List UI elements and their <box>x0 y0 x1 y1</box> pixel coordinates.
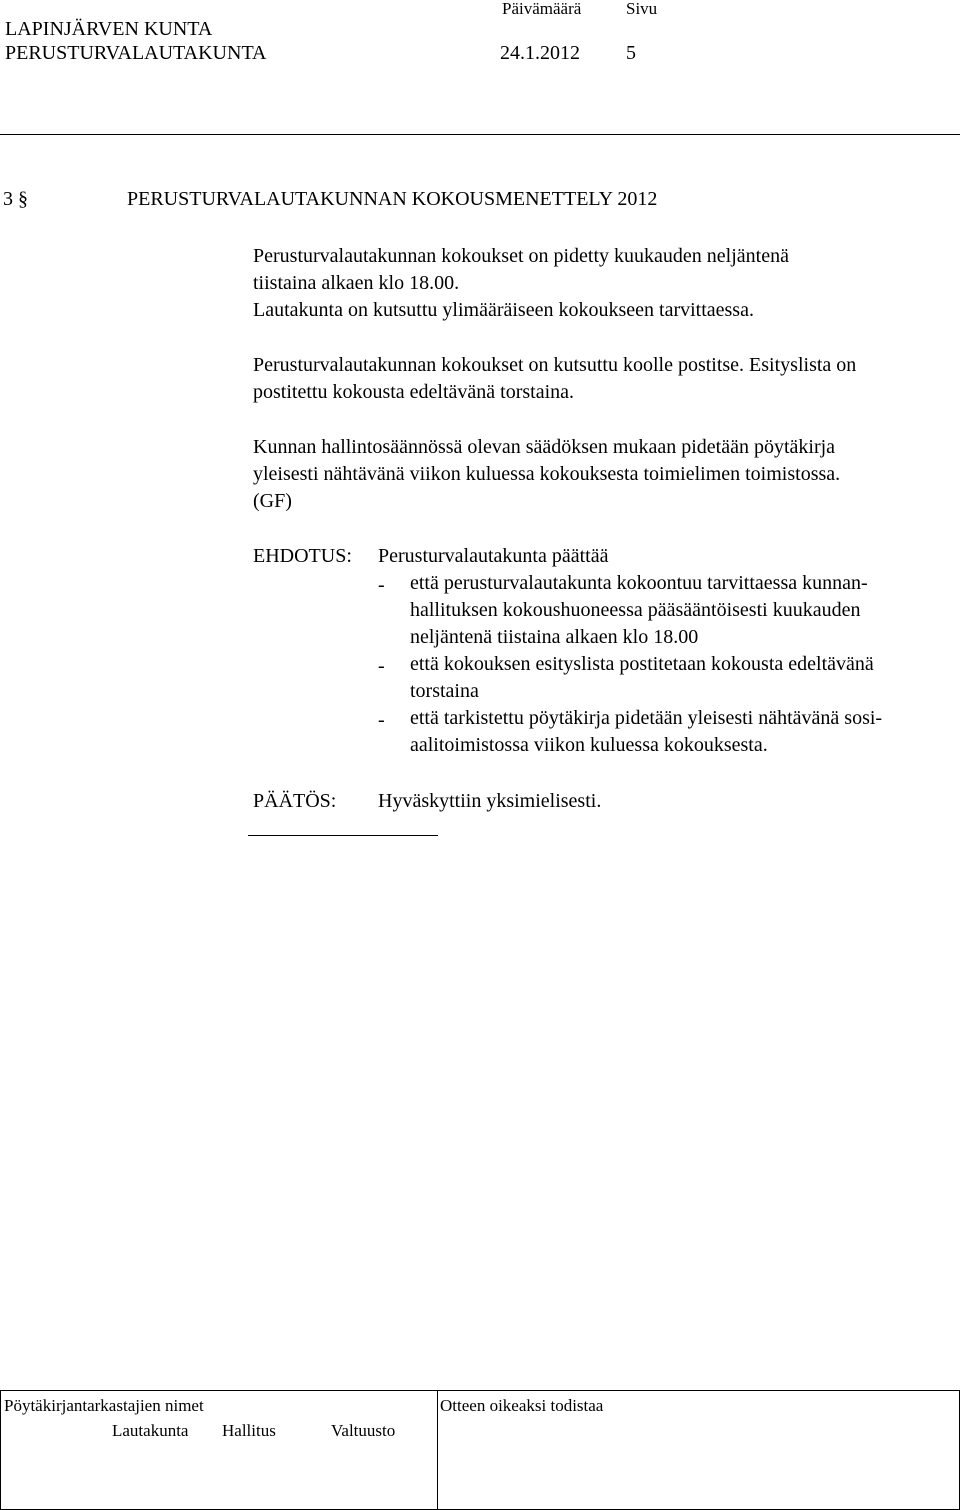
paragraph-line: (GF) <box>253 490 292 512</box>
proposal-item-line: että perusturvalautakunta kokoontuu tarvittaessa kunnan- <box>410 572 868 594</box>
page-number: 5 <box>626 42 636 64</box>
paragraph-minutes <box>253 434 953 515</box>
section-title: PERUSTURVALAUTAKUNNAN KOKOUSMENETTELY 2012 <box>127 188 658 210</box>
footer-column-divider <box>437 1390 438 1510</box>
proposal-item <box>410 570 868 651</box>
reviewers-label: Pöytäkirjantarkastajien nimet <box>4 1396 204 1415</box>
signature-lautakunta: Lautakunta <box>112 1421 189 1440</box>
proposal-label: EHDOTUS: <box>253 545 352 567</box>
organization-name: LAPINJÄRVEN KUNTA <box>5 18 213 40</box>
board-name: PERUSTURVALAUTAKUNTA <box>5 42 267 64</box>
section-symbol: § <box>18 188 28 210</box>
proposal-item <box>410 705 882 759</box>
header-divider <box>0 134 960 135</box>
proposal-item <box>410 651 874 705</box>
signature-valtuusto: Valtuusto <box>331 1421 396 1440</box>
paragraph-line: yleisesti nähtävänä viikon kuluessa kokouksesta toimielimen toimistossa. <box>253 463 841 485</box>
proposal-item-line: torstaina <box>410 680 479 702</box>
paragraph-meetings <box>253 243 953 324</box>
paragraph-invitation <box>253 352 953 406</box>
list-dash: - <box>378 709 385 731</box>
meeting-date: 24.1.2012 <box>500 42 580 64</box>
certified-label: Otteen oikeaksi todistaa <box>440 1396 604 1415</box>
section-number: 3 <box>3 188 13 210</box>
proposal-item-line: aalitoimistossa viikon kuluessa kokouksesta. <box>410 734 768 756</box>
decision-text: Hyväskyttiin yksimielisesti. <box>378 790 602 812</box>
proposal-intro: Perusturvalautakunta päättää <box>378 545 609 567</box>
decision-underline <box>248 835 438 836</box>
proposal-item-line: neljäntenä tiistaina alkaen klo 18.00 <box>410 626 699 648</box>
page-label: Sivu <box>626 0 658 18</box>
paragraph-line: Lautakunta on kutsuttu ylimääräiseen kokoukseen tarvittaessa. <box>253 299 754 321</box>
paragraph-line: Kunnan hallintosäännössä olevan säädöksen mukaan pidetään pöytäkirja <box>253 436 836 458</box>
paragraph-line: tiistaina alkaen klo 18.00. <box>253 272 460 294</box>
paragraph-line: Perusturvalautakunnan kokoukset on pidetty kuukauden neljäntenä <box>253 245 789 267</box>
proposal-item-line: että tarkistettu pöytäkirja pidetään yleisesti nähtävänä sosi- <box>410 707 883 729</box>
list-dash: - <box>378 655 385 677</box>
paragraph-line: Perusturvalautakunnan kokoukset on kutsuttu koolle postitse. Esityslista on <box>253 354 857 376</box>
decision-label: PÄÄTÖS: <box>253 790 337 812</box>
proposal-item-line: hallituksen kokoushuoneessa pääsääntöisesti kuukauden <box>410 599 861 621</box>
date-label: Päivämäärä <box>502 0 582 18</box>
signature-hallitus: Hallitus <box>222 1421 276 1440</box>
proposal-item-line: että kokouksen esityslista postitetaan kokousta edeltävänä <box>410 653 874 675</box>
paragraph-line: postitettu kokousta edeltävänä torstaina. <box>253 381 575 403</box>
list-dash: - <box>378 574 385 596</box>
